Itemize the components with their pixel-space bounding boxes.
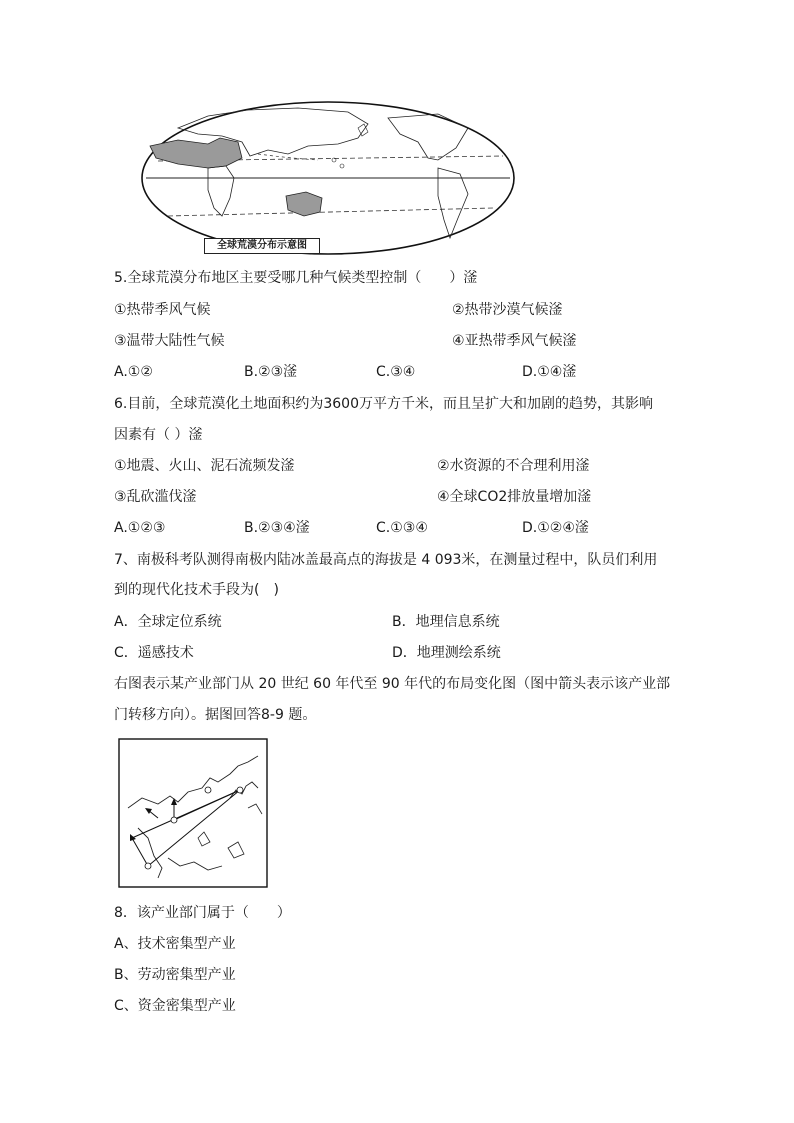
q5-item-2: ②热带沙漠气候滏 bbox=[452, 302, 563, 318]
q7-choice-a[interactable]: A．全球定位系统 bbox=[114, 614, 222, 630]
q7-stem-line2: 到的现代化技术手段为( ) bbox=[114, 582, 279, 598]
map-caption: 全球荒漠分布示意图 bbox=[204, 238, 320, 254]
q6-choice-c[interactable]: C.①③④ bbox=[376, 520, 428, 536]
world-desert-map bbox=[138, 98, 518, 258]
q5-item-3: ③温带大陆性气候 bbox=[114, 333, 225, 349]
q6-item-1: ①地震、火山、泥石流频发滏 bbox=[114, 458, 295, 474]
q8-choice-c[interactable]: C、资金密集型产业 bbox=[114, 998, 236, 1014]
q6-item-3: ③乱砍滥伐滏 bbox=[114, 489, 197, 505]
world-map-icon bbox=[138, 98, 518, 258]
q7-choice-c[interactable]: C．遥感技术 bbox=[114, 645, 194, 661]
q5-choice-c[interactable]: C.③④ bbox=[376, 364, 416, 380]
q6-item-4: ④全球CO2排放量增加滏 bbox=[437, 489, 592, 505]
q5-item-4: ④亚热带季风气候滏 bbox=[452, 333, 577, 349]
q6-stem-line2: 因素有（ ）滏 bbox=[114, 427, 203, 443]
q5-stem: 5.全球荒漠分布地区主要受哪几种气候类型控制（ ）滏 bbox=[114, 270, 478, 286]
q6-item-2: ②水资源的不合理利用滏 bbox=[437, 458, 590, 474]
industry-transfer-map bbox=[118, 738, 268, 888]
q6-choice-a[interactable]: A.①②③ bbox=[114, 520, 166, 536]
q5-choice-d[interactable]: D.①④滏 bbox=[522, 364, 577, 380]
q5-choice-a[interactable]: A.①② bbox=[114, 364, 153, 380]
q5-choice-b[interactable]: B.②③滏 bbox=[244, 364, 298, 380]
q6-choice-b[interactable]: B.②③④滏 bbox=[244, 520, 310, 536]
q7-choice-b[interactable]: B．地理信息系统 bbox=[392, 614, 500, 630]
q8-stem: 8．该产业部门属于（ ） bbox=[114, 905, 291, 921]
q6-choice-d[interactable]: D.①②④滏 bbox=[522, 520, 589, 536]
q8-choice-a[interactable]: A、技术密集型产业 bbox=[114, 936, 236, 952]
q5-item-1: ①热带季风气候 bbox=[114, 302, 211, 318]
q8-choice-b[interactable]: B、劳动密集型产业 bbox=[114, 967, 236, 983]
intro-line2: 门转移方向）。据图回答8-9 题。 bbox=[114, 707, 317, 723]
east-asia-map-icon bbox=[118, 738, 268, 888]
q7-choice-d[interactable]: D．地理测绘系统 bbox=[392, 645, 501, 661]
q6-stem-line1: 6.目前，全球荒漠化土地面积约为3600万平方千米，而且呈扩大和加剧的趋势，其影响 bbox=[114, 396, 653, 412]
intro-line1: 右图表示某产业部门从 20 世纪 60 年代至 90 年代的布局变化图（图中箭头表示该产业部 bbox=[114, 676, 671, 692]
q7-stem-line1: 7、南极科考队测得南极内陆冰盖最高点的海拔是 4 093米，在测量过程中，队员们利用 bbox=[114, 552, 658, 568]
